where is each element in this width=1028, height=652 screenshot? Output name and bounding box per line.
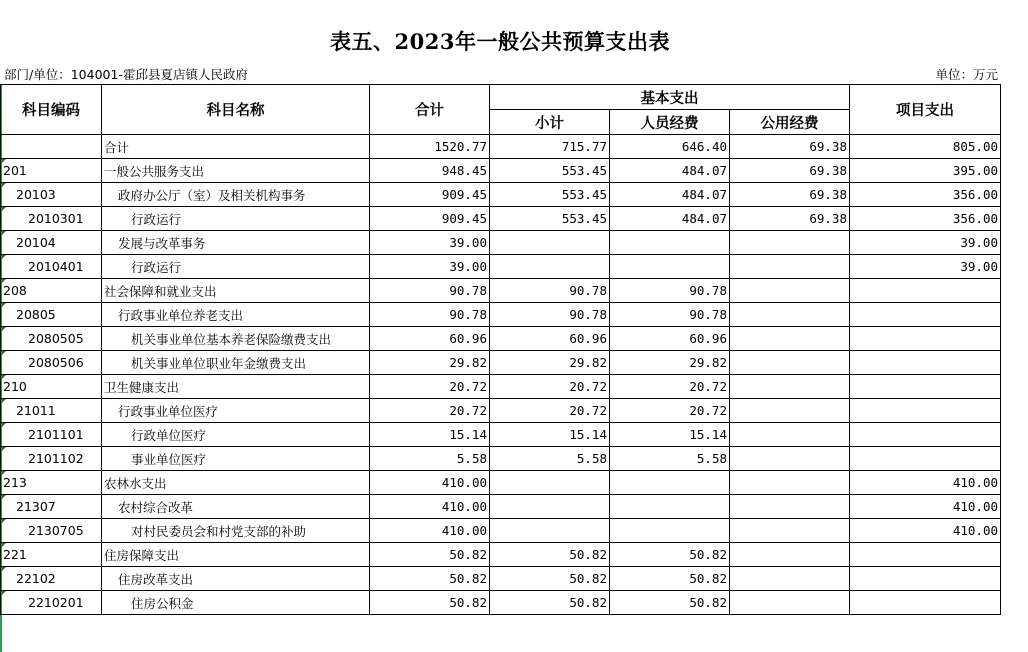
cell-public[interactable] (730, 495, 850, 519)
cell-public[interactable]: 69.38 (730, 135, 850, 159)
cell-personnel[interactable]: 5.58 (610, 447, 730, 471)
cell-public[interactable] (730, 375, 850, 399)
cell-public[interactable] (730, 303, 850, 327)
text-format-marker-icon (1, 183, 6, 188)
cell-project[interactable] (850, 423, 1001, 447)
cell-name[interactable]: 事业单位医疗 (102, 447, 370, 471)
cell-name[interactable]: 对村民委员会和村党支部的补助 (102, 519, 370, 543)
table-row (1, 183, 1001, 207)
text-format-marker-icon (1, 351, 6, 356)
code-text: 2130705 (28, 523, 84, 538)
code-text: 22102 (16, 571, 56, 586)
cell-code[interactable] (1, 231, 102, 255)
cell-total[interactable]: 50.82 (370, 543, 490, 567)
cell-project[interactable] (850, 399, 1001, 423)
code-text: 2080505 (28, 331, 84, 346)
cell-code[interactable] (1, 135, 102, 159)
cell-project[interactable] (850, 567, 1001, 591)
cell-personnel[interactable] (610, 231, 730, 255)
code-text: 210 (3, 379, 27, 394)
cell-code[interactable] (1, 279, 102, 303)
table-row (1, 207, 1001, 231)
code-text: 2101101 (28, 427, 84, 442)
cell-public[interactable]: 69.38 (730, 183, 850, 207)
cell-code[interactable] (1, 471, 102, 495)
cell-total[interactable]: 50.82 (370, 567, 490, 591)
cell-name[interactable]: 行政运行 (102, 207, 370, 231)
code-text: 2010301 (28, 211, 84, 226)
text-format-marker-icon (1, 159, 6, 164)
cell-subtotal[interactable]: 50.82 (490, 543, 610, 567)
cell-personnel[interactable]: 50.82 (610, 591, 730, 615)
cell-project[interactable]: 410.00 (850, 495, 1001, 519)
cell-subtotal[interactable] (490, 255, 610, 279)
table-row (1, 351, 1001, 375)
cell-public[interactable] (730, 447, 850, 471)
cell-code[interactable] (1, 423, 102, 447)
cell-code[interactable] (1, 207, 102, 231)
cell-public[interactable] (730, 543, 850, 567)
cell-personnel[interactable] (610, 495, 730, 519)
cell-public[interactable] (730, 351, 850, 375)
cell-total[interactable]: 948.45 (370, 159, 490, 183)
department-label: 部门/单位：104001-霍邱县夏店镇人民政府 (4, 67, 248, 82)
cell-subtotal[interactable]: 20.72 (490, 399, 610, 423)
cell-public[interactable] (730, 471, 850, 495)
cell-subtotal[interactable] (490, 471, 610, 495)
cell-personnel[interactable]: 484.07 (610, 159, 730, 183)
code-text: 208 (3, 283, 27, 298)
cell-project[interactable]: 410.00 (850, 471, 1001, 495)
cell-subtotal[interactable]: 50.82 (490, 591, 610, 615)
code-text: 20805 (16, 307, 56, 322)
text-format-marker-icon (1, 543, 6, 548)
cell-personnel[interactable]: 50.82 (610, 567, 730, 591)
cell-project[interactable] (850, 327, 1001, 351)
cell-subtotal[interactable] (490, 495, 610, 519)
table-row (1, 231, 1001, 255)
cell-name[interactable]: 农林水支出 (102, 471, 370, 495)
cell-subtotal[interactable]: 553.45 (490, 207, 610, 231)
cell-total[interactable]: 39.00 (370, 255, 490, 279)
cell-code[interactable] (1, 567, 102, 591)
header-name[interactable]: 科目名称 (102, 85, 370, 135)
cell-name[interactable]: 社会保障和就业支出 (102, 279, 370, 303)
cell-total[interactable]: 15.14 (370, 423, 490, 447)
code-text: 2010401 (28, 259, 84, 274)
table-row (1, 303, 1001, 327)
cell-code[interactable] (1, 447, 102, 471)
cell-public[interactable] (730, 519, 850, 543)
cell-code[interactable] (1, 399, 102, 423)
cell-total[interactable]: 410.00 (370, 471, 490, 495)
table-row (1, 327, 1001, 351)
cell-code[interactable] (1, 159, 102, 183)
cell-public[interactable]: 69.38 (730, 207, 850, 231)
cell-subtotal[interactable] (490, 519, 610, 543)
table-row (1, 135, 1001, 159)
text-format-marker-icon (1, 567, 6, 572)
text-format-marker-icon (1, 231, 6, 236)
cell-name[interactable]: 发展与改革事务 (102, 231, 370, 255)
cell-name[interactable]: 行政单位医疗 (102, 423, 370, 447)
cell-total[interactable]: 60.96 (370, 327, 490, 351)
cell-project[interactable]: 395.00 (850, 159, 1001, 183)
cell-project[interactable]: 39.00 (850, 255, 1001, 279)
cell-name[interactable]: 行政事业单位养老支出 (102, 303, 370, 327)
cell-subtotal[interactable]: 20.72 (490, 375, 610, 399)
cell-total[interactable]: 90.78 (370, 279, 490, 303)
cell-personnel[interactable]: 484.07 (610, 207, 730, 231)
cell-subtotal[interactable]: 553.45 (490, 183, 610, 207)
table-row (1, 567, 1001, 591)
cell-public[interactable] (730, 423, 850, 447)
text-format-marker-icon (1, 327, 6, 332)
cell-personnel[interactable]: 90.78 (610, 303, 730, 327)
cell-project[interactable]: 39.00 (850, 231, 1001, 255)
code-text: 20103 (16, 187, 56, 202)
cell-personnel[interactable]: 29.82 (610, 351, 730, 375)
cell-total[interactable]: 1520.77 (370, 135, 490, 159)
cell-personnel[interactable]: 20.72 (610, 375, 730, 399)
code-text: 21011 (16, 403, 56, 418)
cell-total[interactable]: 410.00 (370, 495, 490, 519)
header-basic[interactable]: 基本支出 (490, 85, 850, 110)
cell-subtotal[interactable]: 5.58 (490, 447, 610, 471)
text-format-marker-icon (1, 375, 6, 380)
cell-total[interactable]: 90.78 (370, 303, 490, 327)
table-row (1, 159, 1001, 183)
cell-subtotal[interactable]: 60.96 (490, 327, 610, 351)
cell-public[interactable] (730, 567, 850, 591)
cell-project[interactable] (850, 351, 1001, 375)
table-body (1, 135, 1001, 615)
text-format-marker-icon (1, 519, 6, 524)
cell-code[interactable] (1, 591, 102, 615)
text-format-marker-icon (1, 279, 6, 284)
cell-name[interactable]: 卫生健康支出 (102, 375, 370, 399)
cell-personnel[interactable]: 646.40 (610, 135, 730, 159)
cell-personnel[interactable]: 15.14 (610, 423, 730, 447)
text-format-marker-icon (1, 423, 6, 428)
table-row (1, 279, 1001, 303)
cell-project[interactable]: 410.00 (850, 519, 1001, 543)
cell-name[interactable]: 住房公积金 (102, 591, 370, 615)
code-text: 2080506 (28, 355, 84, 370)
cell-code[interactable] (1, 543, 102, 567)
cell-public[interactable] (730, 255, 850, 279)
table-row (1, 255, 1001, 279)
cell-name[interactable]: 行政事业单位医疗 (102, 399, 370, 423)
cell-project[interactable]: 356.00 (850, 183, 1001, 207)
text-format-marker-icon (1, 495, 6, 500)
cell-public[interactable] (730, 399, 850, 423)
code-text: 20104 (16, 235, 56, 250)
header-total[interactable]: 合计 (370, 85, 490, 135)
cell-personnel[interactable]: 90.78 (610, 279, 730, 303)
table-row (1, 543, 1001, 567)
cell-code[interactable] (1, 519, 102, 543)
header-public[interactable]: 公用经费 (730, 110, 850, 135)
header-personnel[interactable]: 人员经费 (610, 110, 730, 135)
cell-code[interactable] (1, 495, 102, 519)
cell-public[interactable] (730, 279, 850, 303)
cell-name[interactable]: 住房保障支出 (102, 543, 370, 567)
code-text: 21307 (16, 499, 56, 514)
text-format-marker-icon (1, 591, 6, 596)
cell-subtotal[interactable]: 715.77 (490, 135, 610, 159)
code-text: 201 (3, 163, 27, 178)
cell-public[interactable]: 69.38 (730, 159, 850, 183)
code-text: 213 (3, 475, 27, 490)
budget-table (0, 84, 1001, 615)
cell-subtotal[interactable]: 29.82 (490, 351, 610, 375)
cell-total[interactable]: 410.00 (370, 519, 490, 543)
text-format-marker-icon (1, 303, 6, 308)
cell-name[interactable]: 机关事业单位基本养老保险缴费支出 (102, 327, 370, 351)
cell-project[interactable]: 805.00 (850, 135, 1001, 159)
cell-code[interactable] (1, 183, 102, 207)
cell-total[interactable]: 909.45 (370, 207, 490, 231)
cell-total[interactable]: 20.72 (370, 399, 490, 423)
cell-personnel[interactable]: 20.72 (610, 399, 730, 423)
cell-project[interactable] (850, 543, 1001, 567)
cell-personnel[interactable] (610, 471, 730, 495)
cell-subtotal[interactable]: 553.45 (490, 159, 610, 183)
cell-code[interactable] (1, 327, 102, 351)
cell-public[interactable] (730, 327, 850, 351)
header-subtotal[interactable]: 小计 (490, 110, 610, 135)
cell-subtotal[interactable]: 90.78 (490, 303, 610, 327)
cell-personnel[interactable]: 50.82 (610, 543, 730, 567)
code-text: 2101102 (28, 451, 84, 466)
table-row (1, 495, 1001, 519)
cell-total[interactable]: 29.82 (370, 351, 490, 375)
page-title: 表五、2023年一般公共预算支出表 (330, 29, 670, 54)
cell-personnel[interactable]: 60.96 (610, 327, 730, 351)
cell-code[interactable] (1, 255, 102, 279)
code-text: 221 (3, 547, 27, 562)
cell-subtotal[interactable] (490, 231, 610, 255)
cell-project[interactable] (850, 591, 1001, 615)
cell-personnel[interactable] (610, 255, 730, 279)
cell-name[interactable]: 政府办公厅（室）及相关机构事务 (102, 183, 370, 207)
cell-total[interactable]: 5.58 (370, 447, 490, 471)
cell-project[interactable] (850, 375, 1001, 399)
text-format-marker-icon (1, 207, 6, 212)
cell-project[interactable] (850, 447, 1001, 471)
unit-label: 单位：万元 (935, 67, 998, 82)
cell-code[interactable] (1, 351, 102, 375)
cell-code[interactable] (1, 375, 102, 399)
cell-name[interactable]: 行政运行 (102, 255, 370, 279)
text-format-marker-icon (1, 471, 6, 476)
table-row (1, 471, 1001, 495)
cell-project[interactable] (850, 303, 1001, 327)
cell-code[interactable] (1, 303, 102, 327)
table-row (1, 519, 1001, 543)
cell-name[interactable]: 住房改革支出 (102, 567, 370, 591)
cell-total[interactable]: 20.72 (370, 375, 490, 399)
cell-subtotal[interactable]: 90.78 (490, 279, 610, 303)
cell-subtotal[interactable]: 15.14 (490, 423, 610, 447)
text-format-marker-icon (1, 447, 6, 452)
cell-total[interactable]: 50.82 (370, 591, 490, 615)
cell-project[interactable] (850, 279, 1001, 303)
text-format-marker-icon (1, 255, 6, 260)
cell-public[interactable] (730, 231, 850, 255)
table-row (1, 423, 1001, 447)
code-text: 2210201 (28, 595, 84, 610)
table-row (1, 375, 1001, 399)
cell-project[interactable]: 356.00 (850, 207, 1001, 231)
text-format-marker-icon (1, 399, 6, 404)
cell-name[interactable]: 机关事业单位职业年金缴费支出 (102, 351, 370, 375)
cell-personnel[interactable] (610, 519, 730, 543)
cell-name[interactable]: 一般公共服务支出 (102, 159, 370, 183)
header-project[interactable]: 项目支出 (850, 85, 1001, 135)
table-row (1, 447, 1001, 471)
cell-public[interactable] (730, 591, 850, 615)
cell-total[interactable]: 909.45 (370, 183, 490, 207)
table-row (1, 591, 1001, 615)
cell-subtotal[interactable]: 50.82 (490, 567, 610, 591)
cell-personnel[interactable]: 484.07 (610, 183, 730, 207)
table-row (1, 399, 1001, 423)
header-code[interactable]: 科目编码 (1, 85, 102, 135)
cell-total[interactable]: 39.00 (370, 231, 490, 255)
cell-name[interactable]: 合计 (102, 135, 370, 159)
cell-name[interactable]: 农村综合改革 (102, 495, 370, 519)
